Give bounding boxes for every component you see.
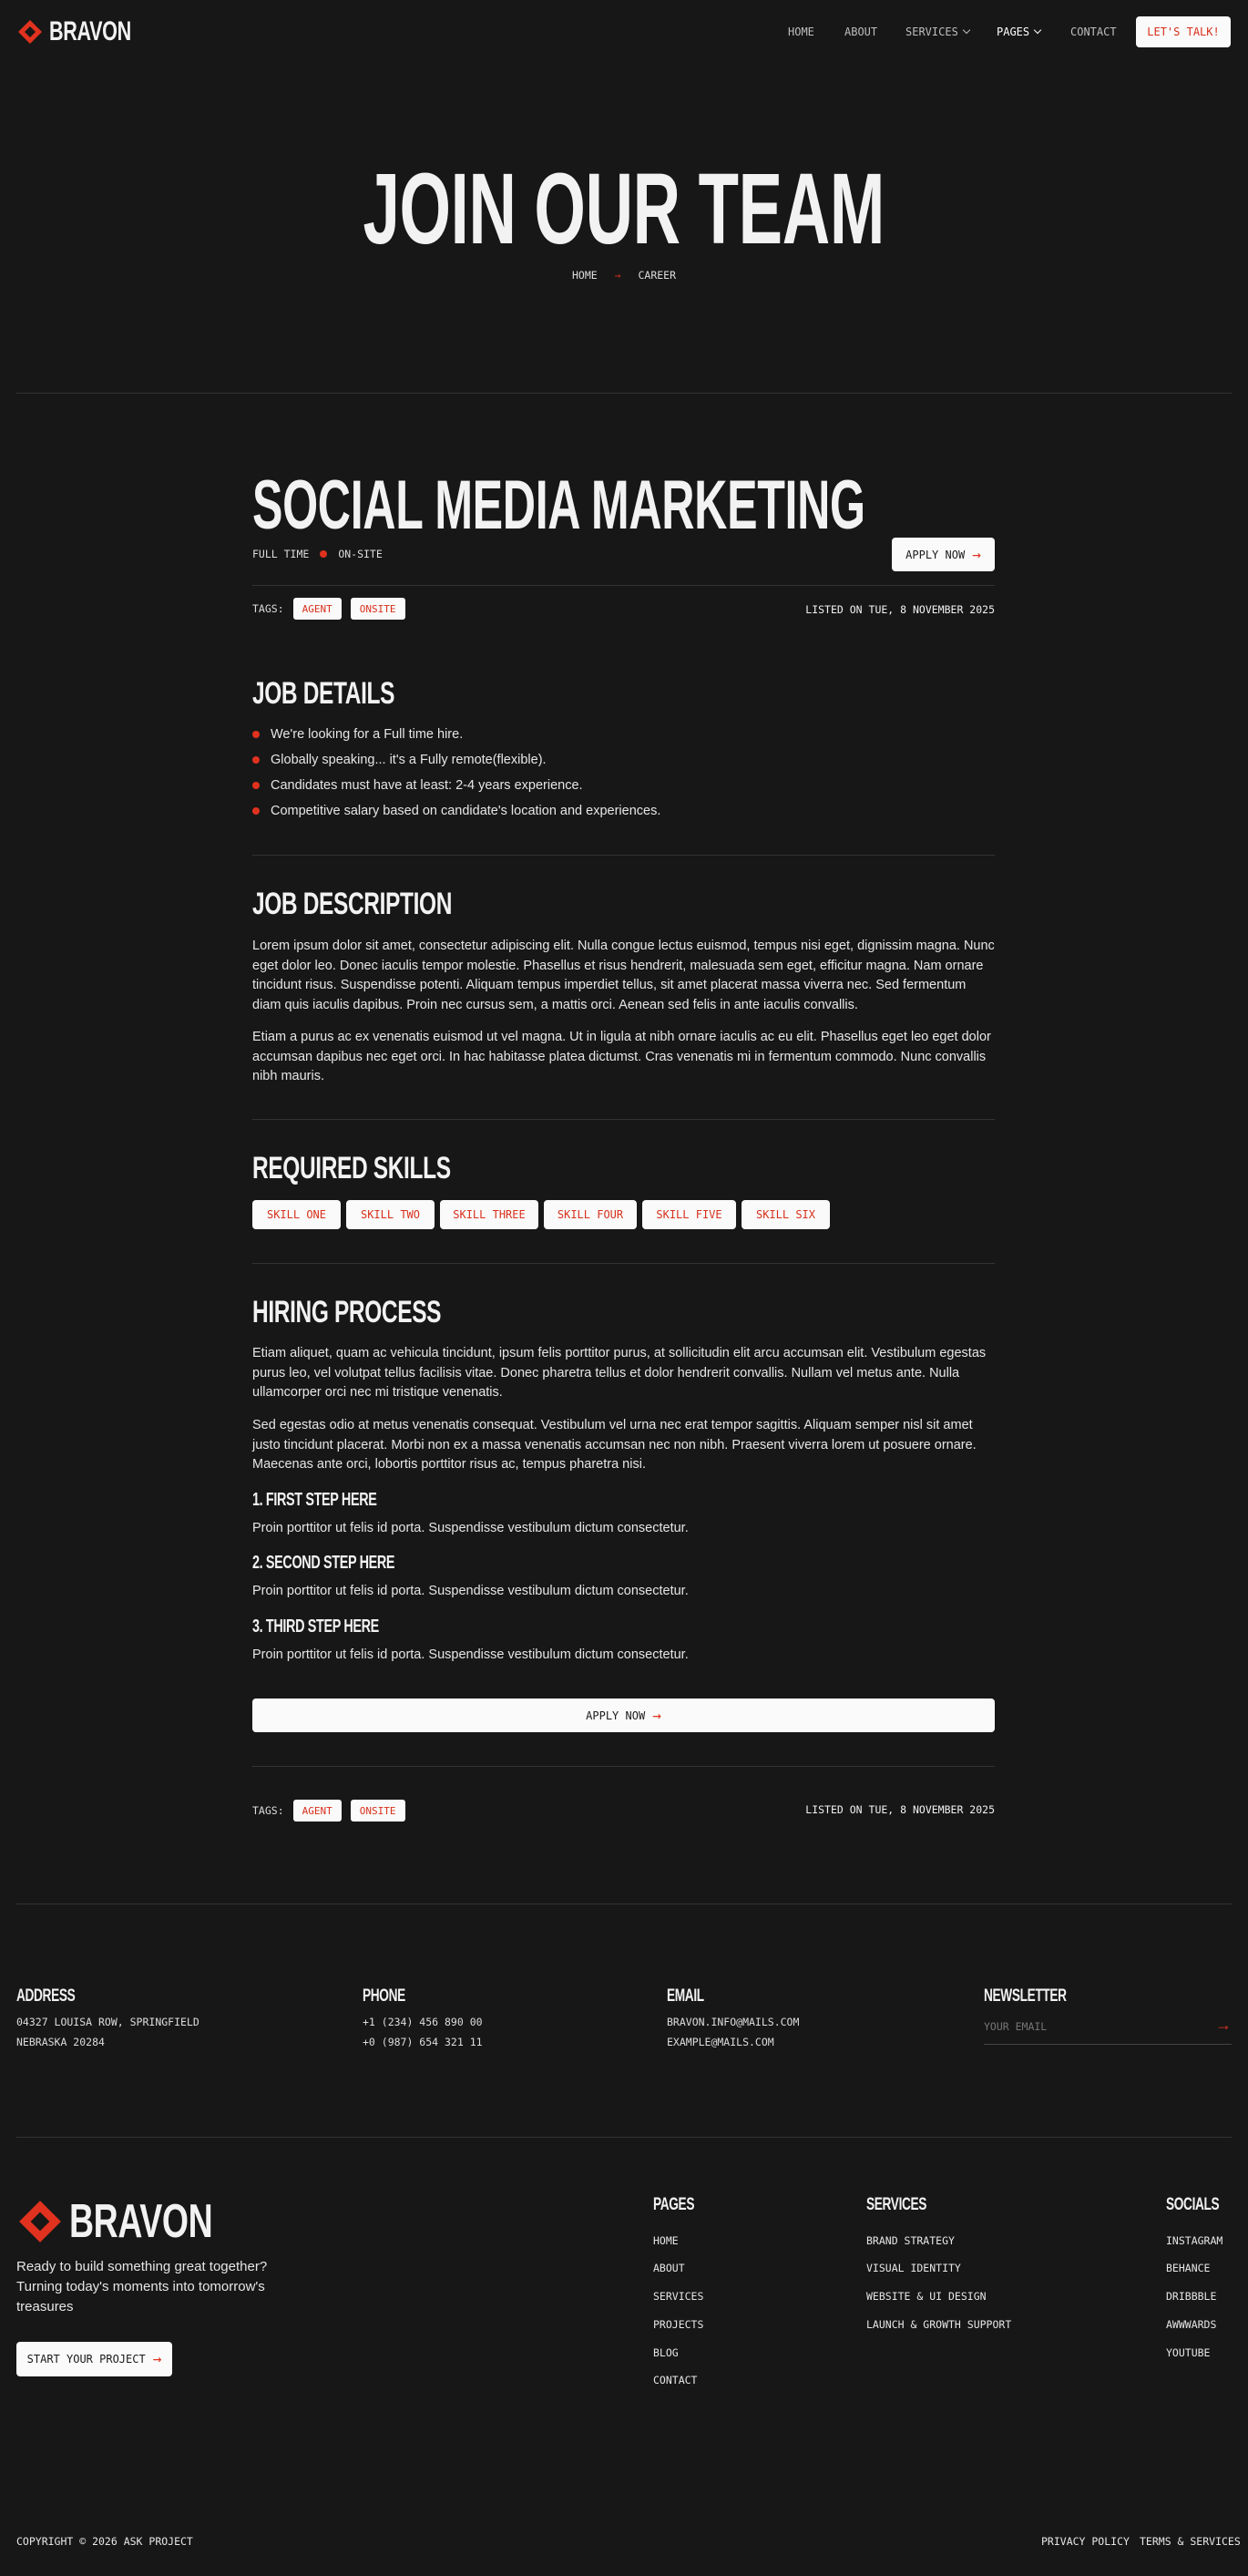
- logo-mark-icon: [16, 2198, 64, 2245]
- skill-chip[interactable]: SKILL ONE: [252, 1200, 341, 1229]
- footer-link-blog[interactable]: BLOG: [653, 2346, 679, 2359]
- job-details-heading: JOB DETAILS: [252, 676, 395, 711]
- breadcrumb-arrow-icon: →: [614, 269, 621, 282]
- newsletter-heading: NEWSLETTER: [984, 1986, 1067, 2006]
- email-line[interactable]: BRAVON.INFO@MAILS.COM: [667, 2016, 800, 2028]
- footer-link-instagram[interactable]: INSTAGRAM: [1166, 2234, 1223, 2247]
- skill-chip[interactable]: SKILL FOUR: [544, 1200, 637, 1229]
- nav-item-home[interactable]: HOME: [788, 26, 814, 38]
- hiring-paragraph-1: Etiam aliquet, quam ac vehicula tincidunt, ipsum felis porttitor purus, at sollicitudin elit arcu accumsan elit. Vestibulum egestas purus leo, vel volutpat tellus facilisis vitae. Donec pharetra tellus et dolor hendrerit convallis. Nullam vel metus ante. Nulla ullamcorper orci nec mi tristique venenatis.: [252, 1346, 987, 1400]
- address-heading: ADDRESS: [16, 1986, 76, 2006]
- phone-heading: PHONE: [363, 1986, 405, 2006]
- phone-line[interactable]: +0 (987) 654 321 11: [363, 2036, 483, 2048]
- footer-services-heading-wrap: [866, 2195, 950, 2215]
- newsletter-email-input[interactable]: [984, 2016, 1193, 2037]
- footer-link-projects[interactable]: PROJECTS: [653, 2318, 704, 2331]
- arrow-right-icon[interactable]: →: [1215, 2016, 1232, 2034]
- tags-row-top: [252, 598, 405, 620]
- list-item-text: Candidates must have at least: 2-4 years experience.: [271, 778, 583, 793]
- breadcrumb-home[interactable]: HOME: [571, 269, 598, 282]
- footer-link-awwwards[interactable]: AWWWARDS: [1166, 2318, 1217, 2331]
- list-item: [252, 798, 660, 824]
- site-logo[interactable]: [16, 16, 163, 47]
- list-item-text: Competitive salary based on candidate's location and experiences.: [271, 804, 661, 818]
- list-item: [252, 747, 660, 773]
- footer-link-launch-growth[interactable]: LAUNCH & GROWTH SUPPORT: [866, 2318, 1012, 2331]
- bullet-dot: [252, 807, 260, 815]
- step-text: Proin porttitor ut felis id porta. Suspendisse vestibulum dictum consectetur.: [252, 1521, 689, 1535]
- start-project-button[interactable]: [16, 2342, 172, 2376]
- breadcrumb: [0, 269, 1248, 282]
- skill-chip[interactable]: SKILL SIX: [742, 1200, 830, 1229]
- step-2-title-wrap: [252, 1552, 450, 1574]
- footer-link-youtube[interactable]: YOUTUBE: [1166, 2346, 1211, 2359]
- tags-row-bottom: [252, 1800, 405, 1822]
- step-3-title-wrap: [252, 1616, 428, 1637]
- skill-chip[interactable]: SKILL FIVE: [642, 1200, 736, 1229]
- email-heading: EMAIL: [667, 1986, 704, 2006]
- address-block: [16, 1986, 199, 2048]
- job-title-wrap: [252, 469, 1181, 542]
- apply-now-label: APPLY NOW: [586, 1709, 646, 1722]
- apply-now-button-top[interactable]: [892, 538, 995, 571]
- tag-onsite[interactable]: ONSITE: [351, 598, 405, 620]
- page-title: JOIN OUR TEAM: [363, 153, 885, 265]
- copyright: COPYRIGHT © 2026 ASK PROJECT: [16, 2535, 193, 2548]
- hiring-heading: HIRING PROCESS: [252, 1295, 442, 1329]
- footer-pages-heading: PAGES: [653, 2195, 695, 2214]
- lets-talk-label: LET'S TALK!: [1147, 26, 1220, 38]
- footer-link-dribbble[interactable]: DRIBBBLE: [1166, 2290, 1217, 2303]
- apply-now-label: APPLY NOW: [905, 548, 966, 561]
- apply-now-button-bottom[interactable]: [252, 1699, 995, 1732]
- skill-chip[interactable]: SKILL THREE: [440, 1200, 538, 1229]
- logo-text: BRAVON: [49, 16, 131, 46]
- nav-item-services[interactable]: [905, 26, 969, 38]
- address-line: 04327 LOUISA ROW, SPRINGFIELD: [16, 2016, 199, 2028]
- nav-pages-label: PAGES: [997, 26, 1030, 38]
- hiring-divider: [252, 1766, 995, 1767]
- job-description-heading: JOB DESCRIPTION: [252, 887, 453, 921]
- step-title: 2. SECOND STEP HERE: [252, 1553, 395, 1573]
- arrow-right-icon: →: [972, 545, 981, 563]
- footer-link-about[interactable]: ABOUT: [653, 2262, 685, 2274]
- newsletter-block: [984, 1986, 1232, 2045]
- bullet-dot: [252, 756, 260, 764]
- hiring-heading-wrap: [252, 1294, 515, 1330]
- footer-logo-text: BRAVON: [69, 2195, 213, 2248]
- footer-link-behance[interactable]: BEHANCE: [1166, 2262, 1211, 2274]
- nav-services-label: SERVICES: [905, 26, 958, 38]
- step-title: 3. THIRD STEP HERE: [252, 1616, 379, 1637]
- job-details-heading-wrap: [252, 675, 450, 712]
- lets-talk-button[interactable]: [1136, 16, 1231, 47]
- skills-list: [252, 1200, 830, 1229]
- tags-label: TAGS:: [252, 1804, 284, 1817]
- description-divider: [252, 1119, 995, 1120]
- job-meta: [252, 548, 383, 560]
- footer-link-brand-strategy[interactable]: BRAND STRATEGY: [866, 2234, 955, 2247]
- list-item: [252, 722, 660, 747]
- newsletter-form: [984, 2016, 1232, 2045]
- nav-item-contact[interactable]: CONTACT: [1070, 26, 1117, 38]
- logo-mark-icon: [16, 18, 44, 46]
- tags-label: TAGS:: [252, 602, 284, 615]
- bullet-dot: [252, 782, 260, 789]
- listed-date-top: LISTED ON TUE, 8 NOVEMBER 2025: [805, 603, 995, 616]
- footer-pages-heading-wrap: [653, 2195, 711, 2215]
- hero: [0, 155, 1248, 264]
- description-paragraph-2: Etiam a purus ac ex venenatis euismod ut vel magna. Ut in ligula at nibh ornare iaculis ac eu elit. Phasellus eget leo eget dolor accumsan dapibus nec eget orci. In hac habitasse platea dictumst. Cras venenatis mi in fermentum commodo. Nunc convallis nibh mauris.: [252, 1030, 991, 1083]
- step-text: Proin porttitor ut felis id porta. Suspendisse vestibulum dictum consectetur.: [252, 1647, 689, 1662]
- step-title: 1. FIRST STEP HERE: [252, 1490, 377, 1510]
- footer-link-contact[interactable]: CONTACT: [653, 2374, 698, 2386]
- footer-services-heading: SERVICES: [866, 2195, 927, 2214]
- footer-logo[interactable]: [16, 2196, 268, 2247]
- list-item-text: We're looking for a Full time hire.: [271, 727, 464, 742]
- breadcrumb-current: CAREER: [638, 269, 677, 282]
- hero-divider: [16, 393, 1232, 394]
- hiring-paragraph-2: Sed egestas odio at metus venenatis consequat. Vestibulum vel urna nec erat tempor sagittis. Aliquam semper nisl sit amet justo tincidunt placerat. Morbi non ex a massa venenatis accumsan nec non nibh. Praesent viverra lorem ut posuere ornare. Maecenas ante orci, lobortis porttitor risus ac, tempus pharetra nisi.: [252, 1418, 977, 1472]
- job-location: ON-SITE: [338, 548, 383, 560]
- list-item-text: Globally speaking... it's a Fully remote(flexible).: [271, 753, 547, 767]
- arrow-right-icon: →: [652, 1706, 661, 1724]
- footer-tagline: Ready to build something great together? Turning today's moments into tomorrow's treasures: [16, 2259, 268, 2314]
- skills-heading-wrap: [252, 1150, 527, 1186]
- terms-link[interactable]: TERMS & SERVICES: [1140, 2535, 1241, 2548]
- job-description-heading-wrap: [252, 886, 529, 922]
- privacy-policy-link[interactable]: PRIVACY POLICY: [1041, 2535, 1130, 2548]
- details-divider: [252, 855, 995, 856]
- step-1-title-wrap: [252, 1489, 425, 1511]
- phone-line[interactable]: +1 (234) 456 890 00: [363, 2016, 483, 2028]
- tag-agent[interactable]: AGENT: [293, 1800, 342, 1822]
- listed-date-bottom: LISTED ON TUE, 8 NOVEMBER 2025: [805, 1803, 995, 1816]
- email-block: [667, 1986, 799, 2048]
- chevron-down-icon: [963, 26, 970, 34]
- job-type: FULL TIME: [252, 548, 310, 560]
- step-text: Proin porttitor ut felis id porta. Suspendisse vestibulum dictum consectetur.: [252, 1584, 689, 1598]
- list-item: [252, 773, 660, 798]
- job-divider: [252, 585, 995, 586]
- footer-link-website-ui[interactable]: WEBSITE & UI DESIGN: [866, 2290, 987, 2303]
- skills-divider: [252, 1263, 995, 1264]
- job-details-list: [252, 722, 660, 824]
- footer-socials-heading: SOCIALS: [1166, 2195, 1220, 2214]
- tag-agent[interactable]: AGENT: [293, 598, 342, 620]
- start-project-label: START YOUR PROJECT: [26, 2353, 146, 2366]
- footer-link-home[interactable]: HOME: [653, 2234, 679, 2247]
- tag-onsite[interactable]: ONSITE: [351, 1800, 405, 1822]
- bullet-dot: [252, 731, 260, 738]
- footer-socials-heading-wrap: [1166, 2195, 1240, 2215]
- chevron-down-icon: [1034, 26, 1041, 34]
- nav-item-pages[interactable]: [997, 26, 1040, 38]
- job-title: SOCIAL MEDIA MARKETING: [252, 467, 865, 544]
- address-line: NEBRASKA 20284: [16, 2036, 105, 2048]
- footer-link-visual-identity[interactable]: VISUAL IDENTITY: [866, 2262, 961, 2274]
- arrow-right-icon: →: [152, 2350, 162, 2367]
- skills-heading: REQUIRED SKILLS: [252, 1151, 451, 1185]
- nav-item-about[interactable]: ABOUT: [844, 26, 878, 38]
- phone-block: [363, 1986, 483, 2048]
- separator-dot: [320, 550, 327, 558]
- skill-chip[interactable]: SKILL TWO: [346, 1200, 435, 1229]
- description-paragraph-1: Lorem ipsum dolor sit amet, consectetur adipiscing elit. Nulla congue lectus euismod, tempus nisi eget, dignissim magna. Nunc eget dolor leo. Donec iaculis tempor molestie. Phasellus et risus hendrerit, malesuada sem eget, efficitur magna. Nam ornare tincidunt risus. Suspendisse potenti. Aliquam tempus imperdiet tellus, sit amet placerat massa viverra nec. Sed fermentum diam quis iaculis dapibus. Proin nec cursus sem, a mattis orci. Aenean sed felis in ante iaculis convallis.: [252, 939, 995, 1012]
- footer-divider: [16, 2137, 1232, 2138]
- email-line[interactable]: EXAMPLE@MAILS.COM: [667, 2036, 774, 2048]
- footer-link-services[interactable]: SERVICES: [653, 2290, 704, 2303]
